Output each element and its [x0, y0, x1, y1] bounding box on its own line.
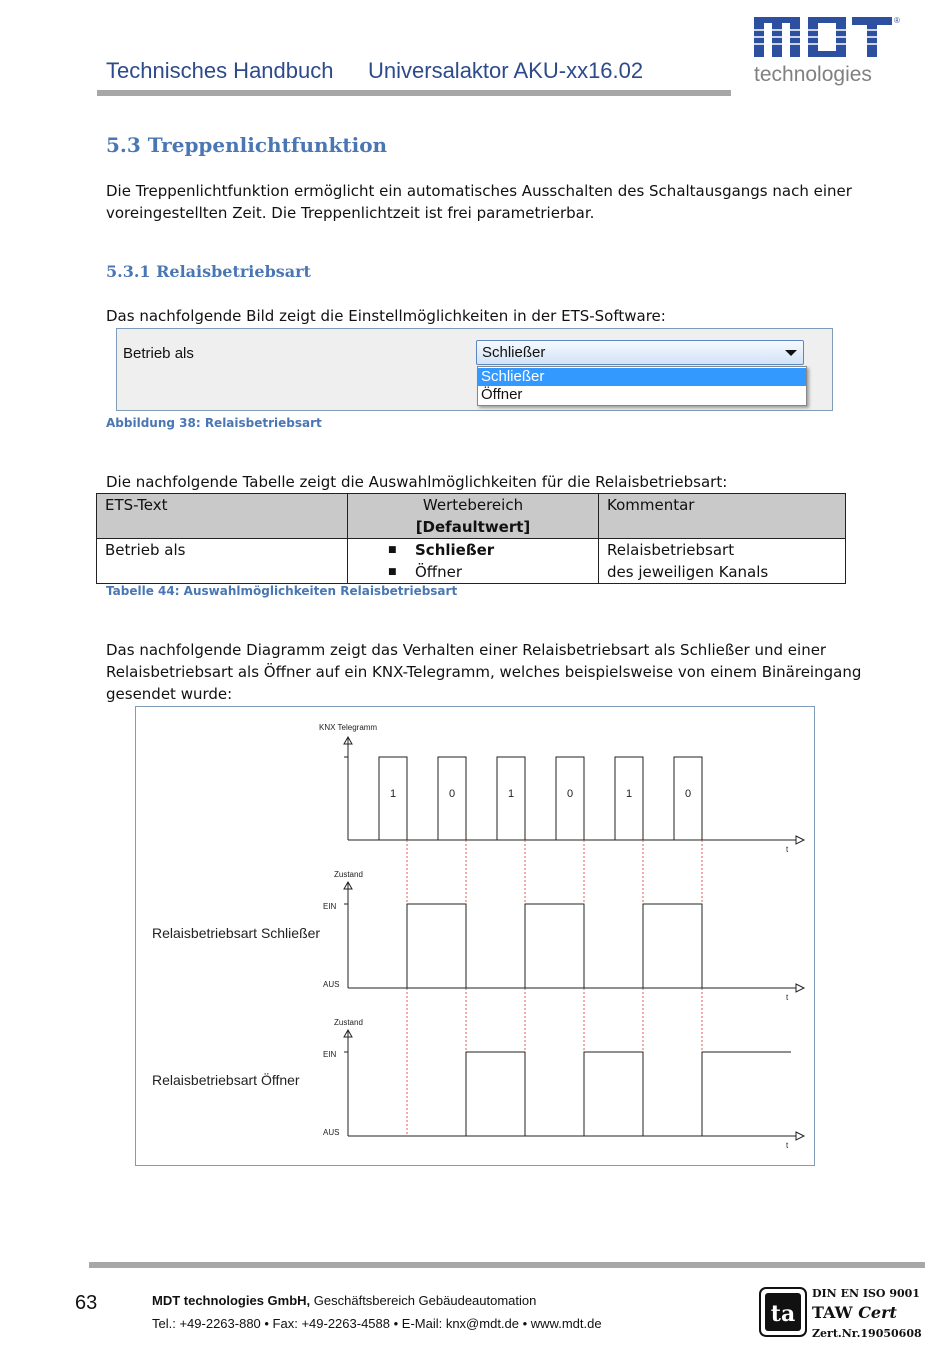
- table-caption: Tabelle 44: Auswahlmöglichkeiten Relaisbetriebsart: [106, 584, 458, 598]
- table-intro: Die nachfolgende Tabelle zeigt die Auswahlmöglichkeiten für die Relaisbetriebsart:: [106, 473, 728, 491]
- knx-telegram-value: 0: [566, 788, 574, 800]
- table-header-ets-text-label: ETS-Text: [105, 496, 168, 514]
- logo-subtitle: technologies: [754, 63, 872, 86]
- table-cell-ets-text: [97, 539, 348, 584]
- ets-option-oeffner[interactable]: Öffner: [481, 386, 523, 403]
- knx-telegram-value: 0: [684, 788, 692, 800]
- section-intro-line2: voreingestellten Zeit. Die Treppenlichtzeit ist frei parametrierbar.: [106, 204, 595, 222]
- mdt-logo: [752, 14, 898, 86]
- section-intro-line1: Die Treppenlichtfunktion ermöglicht ein automatisches Ausschalten des Schaltausgangs nach einer: [106, 182, 852, 200]
- table-header-row: [97, 494, 846, 539]
- knx-telegram-value: 1: [389, 788, 397, 800]
- closer-state-label: Zustand: [334, 870, 363, 879]
- ets-select-value: Schließer: [482, 344, 546, 361]
- closer-off-label: AUS: [323, 980, 340, 989]
- chevron-down-icon[interactable]: [785, 350, 797, 356]
- ets-parameter-label: Betrieb als: [123, 345, 194, 362]
- cert-taw-name: TAW: [812, 1303, 859, 1322]
- table-header-default-label: [Defaultwert]: [415, 518, 531, 536]
- opener-state-line: [348, 1052, 791, 1136]
- cert-taw-cert: Cert: [858, 1303, 897, 1322]
- footer-rule: [89, 1262, 925, 1268]
- cert-iso: DIN EN ISO 9001: [812, 1287, 920, 1300]
- ets-option-schliesser[interactable]: Schließer: [478, 368, 806, 386]
- opener-time-arrow-icon: [796, 1132, 804, 1140]
- certification-badge: [758, 1285, 928, 1341]
- footer-company: [152, 1293, 536, 1308]
- opener-off-label: AUS: [323, 1128, 340, 1137]
- timing-diagram-svg: [136, 707, 814, 1165]
- comment-line1: Relaisbetriebsart: [607, 541, 735, 559]
- header-rule: [97, 90, 731, 96]
- table-cell-range: [348, 539, 599, 584]
- table-header-range-label: Wertebereich: [422, 496, 524, 514]
- opener-state-label: Zustand: [334, 1018, 363, 1027]
- closer-time-label: t: [786, 993, 789, 1002]
- knx-telegram-value: 1: [507, 788, 515, 800]
- table-header-comment-label: Kommentar: [607, 496, 695, 514]
- subsection-intro: Das nachfolgende Bild zeigt die Einstellmöglichkeiten in der ETS-Software:: [106, 307, 666, 325]
- knx-telegram-value: 0: [448, 788, 456, 800]
- range-list: [356, 539, 590, 583]
- opener-time-label: t: [786, 1141, 789, 1150]
- knx-time-label: t: [786, 845, 789, 854]
- diagram-intro-line3: gesendet wurde:: [106, 685, 233, 703]
- ets-dropdown-list: [477, 366, 807, 406]
- relay-mode-table: [96, 493, 846, 584]
- figure-caption: Abbildung 38: Relaisbetriebsart: [106, 416, 322, 430]
- opener-on-label: EIN: [323, 1050, 337, 1059]
- table-header-range: [348, 494, 599, 539]
- section-heading: 5.3 Treppenlichtfunktion: [106, 133, 388, 157]
- ets-dialog: [116, 328, 833, 411]
- footer-company-division: Geschäftsbereich Gebäudeautomation: [310, 1293, 537, 1308]
- ets-mode-select[interactable]: [476, 340, 804, 365]
- cert-taw: [812, 1303, 898, 1322]
- footer-contact: Tel.: +49-2263-880 • Fax: +49-2263-4588 • E-Mail: knx@mdt.de • www.mdt.de: [152, 1316, 602, 1331]
- opener-row-title: Relaisbetriebsart Öffner: [152, 1072, 300, 1088]
- subsection-heading: 5.3.1 Relaisbetriebsart: [106, 262, 311, 281]
- comment-line2: des jeweiligen Kanals: [607, 563, 769, 581]
- cert-logo-text: ta: [770, 1301, 796, 1327]
- table-cell-comment: [599, 539, 846, 584]
- knx-time-arrow-icon: [796, 836, 804, 844]
- table-header-comment: [599, 494, 846, 539]
- table-cell-ets-text-value: Betrieb als: [105, 541, 186, 559]
- diagram-intro-line1: Das nachfolgende Diagramm zeigt das Verhalten einer Relaisbetriebsart als Schließer und einer: [106, 641, 827, 659]
- closer-state-line: [348, 904, 791, 988]
- closer-time-arrow-icon: [796, 984, 804, 992]
- footer-company-name: MDT technologies GmbH,: [152, 1293, 311, 1308]
- header-model: Universalaktor AKU-xx16.02: [368, 58, 644, 83]
- knx-axis-label: KNX Telegramm: [319, 723, 378, 732]
- closer-on-label: EIN: [323, 902, 337, 911]
- logo-registered: ®: [894, 16, 900, 25]
- table-header-ets-text: [97, 494, 348, 539]
- knx-telegram-value: 1: [625, 788, 633, 800]
- cert-number: Zert.Nr.19050608: [812, 1327, 922, 1340]
- range-default-value: ■ Schließer: [356, 539, 590, 561]
- page-number: 63: [75, 1292, 98, 1314]
- range-value: ■ Öffner: [356, 561, 590, 583]
- closer-row-title: Relaisbetriebsart Schließer: [152, 925, 321, 941]
- header-title: Technisches Handbuch: [106, 58, 334, 83]
- timing-diagram: [135, 706, 815, 1166]
- table-row: [97, 539, 846, 584]
- diagram-intro-line2: Relaisbetriebsart als Öffner auf ein KNX-Telegramm, welches beispielsweise von einem Binäreingang: [106, 663, 862, 681]
